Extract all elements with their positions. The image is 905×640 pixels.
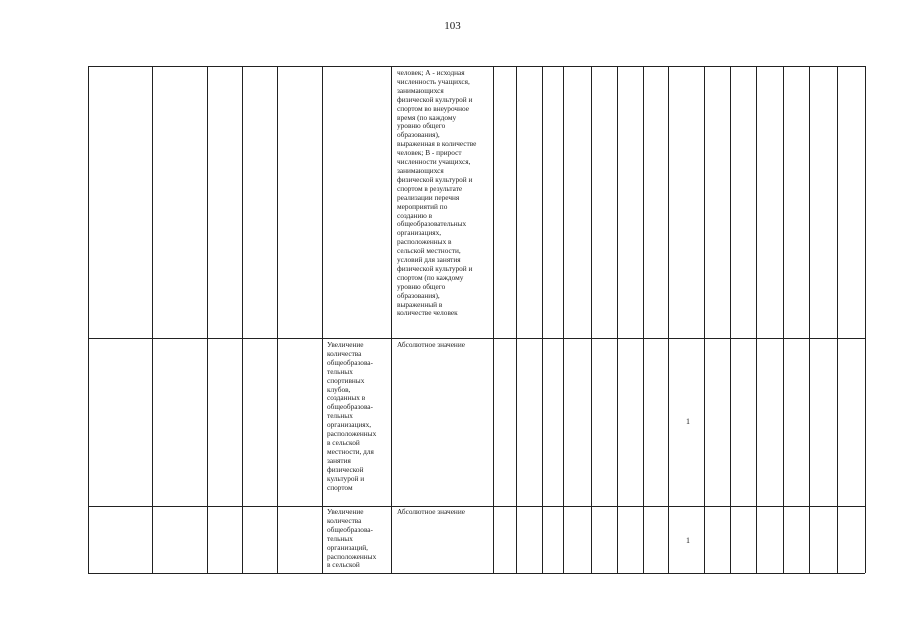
column-divider [668, 66, 669, 573]
table-left-border [88, 66, 89, 573]
column-divider [542, 66, 543, 573]
page-number: 103 [444, 20, 461, 32]
row-divider [88, 506, 865, 507]
column-divider [277, 66, 278, 573]
table-top-border [88, 66, 865, 67]
column-divider [643, 66, 644, 573]
column-divider [242, 66, 243, 573]
column-divider [756, 66, 757, 573]
column-divider [152, 66, 153, 573]
column-divider [809, 66, 810, 573]
column-divider [730, 66, 731, 573]
row-divider [88, 338, 865, 339]
column-divider [837, 66, 838, 573]
target-value: 1 [686, 536, 690, 545]
unit-of-measure: Абсолютное значение [397, 340, 465, 349]
unit-of-measure: Абсолютное значение [397, 507, 465, 516]
formula-description: человек; А - исходная численность учащихся, занимающихся физической культурой и спортом во внеурочное время (по каждому уровню общего образования), выраженная в количестве человек; В - прирост численности учащихся, занимающихся физической культурой и спортом в результате реализации перечня мероприятий по созданию в общеобразовательных организациях, расположенных в сельской местности, условий для занятия физической культурой и спортом (по каждому уровню общего образования), выраженный в количестве человек [397, 68, 477, 318]
indicator-name: Увеличение количества общеобразова- тельных организаций, расположенных в сельской [327, 507, 377, 570]
column-divider [207, 66, 208, 573]
column-divider [704, 66, 705, 573]
column-divider [591, 66, 592, 573]
column-divider [783, 66, 784, 573]
table-bottom-border [88, 573, 865, 574]
column-divider [516, 66, 517, 573]
column-divider [322, 66, 323, 573]
column-divider [391, 66, 392, 573]
target-value: 1 [686, 417, 690, 426]
indicator-name: Увеличение количества общеобразова- тельных спортивных клубов, созданных в общеобразова- тельных организациях, расположенных в сельской местности, для занятия физической культурой и спортом [327, 340, 377, 492]
column-divider [563, 66, 564, 573]
table-right-border [865, 66, 866, 573]
column-divider [617, 66, 618, 573]
